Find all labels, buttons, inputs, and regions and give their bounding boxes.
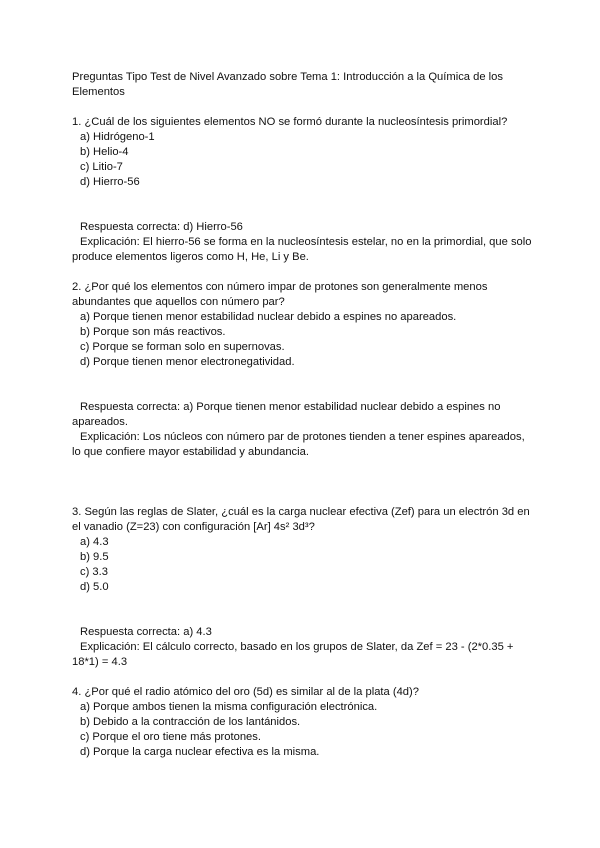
correct-answer: Respuesta correcta: a) 4.3	[80, 626, 212, 638]
option: d) Porque la carga nuclear efectiva es la misma.	[80, 746, 320, 758]
question-4	[72, 685, 534, 760]
explanation: Explicación: El hierro-56 se forma en la nucleosíntesis estelar, no en la primordial, que solo produce elementos ligeros como H, He, Li y Be.	[72, 236, 532, 263]
answer-block	[72, 220, 534, 265]
option: a) Porque tienen menor estabilidad nuclear debido a espines no apareados.	[80, 311, 457, 323]
question-text: 4. ¿Por qué el radio atómico del oro (5d) es similar al de la plata (4d)?	[72, 686, 419, 698]
answer-block	[72, 400, 534, 460]
explanation: Explicación: Los núcleos con número par de protones tienden a tener espines apareados, lo que confiere mayor estabilidad y abundancia.	[72, 431, 525, 458]
options-list	[72, 310, 534, 370]
options-list	[72, 700, 534, 760]
option: a) Hidrógeno-1	[80, 131, 155, 143]
option: b) Debido a la contracción de los lantánidos.	[80, 716, 301, 728]
question-3	[72, 505, 534, 670]
correct-answer: Respuesta correcta: a) Porque tienen menor estabilidad nuclear debido a espines no apareados.	[72, 401, 501, 428]
option: d) Porque tienen menor electronegatividad.	[80, 356, 295, 368]
document-page	[72, 70, 534, 760]
option: c) Porque el oro tiene más protones.	[80, 731, 261, 743]
document-title: Preguntas Tipo Test de Nivel Avanzado sobre Tema 1: Introducción a la Química de los Elementos	[72, 71, 503, 98]
option: c) Porque se forman solo en supernovas.	[80, 341, 285, 353]
answer-block	[72, 625, 534, 670]
question-1	[72, 115, 534, 265]
option: b) 9.5	[80, 551, 109, 563]
option: c) 3.3	[80, 566, 108, 578]
option: c) Litio-7	[80, 161, 123, 173]
correct-answer: Respuesta correcta: d) Hierro-56	[80, 221, 243, 233]
options-list	[72, 535, 534, 595]
explanation: Explicación: El cálculo correcto, basado en los grupos de Slater, da Zef = 23 - (2*0.35 + 18*1) = 4.3	[72, 641, 514, 668]
question-2	[72, 280, 534, 460]
question-text: 3. Según las reglas de Slater, ¿cuál es la carga nuclear efectiva (Zef) para un electrón 3d en el vanadio (Z=23) con configuración [Ar] 4s² 3d³?	[72, 506, 530, 533]
option: d) 5.0	[80, 581, 109, 593]
question-text: 2. ¿Por qué los elementos con número impar de protones son generalmente menos abundantes que aquellos con número par?	[72, 281, 488, 308]
option: b) Porque son más reactivos.	[80, 326, 226, 338]
option: a) 4.3	[80, 536, 109, 548]
options-list	[72, 130, 534, 190]
option: b) Helio-4	[80, 146, 129, 158]
option: d) Hierro-56	[80, 176, 140, 188]
question-text: 1. ¿Cuál de los siguientes elementos NO se formó durante la nucleosíntesis primordial?	[72, 116, 508, 128]
option: a) Porque ambos tienen la misma configuración electrónica.	[80, 701, 378, 713]
